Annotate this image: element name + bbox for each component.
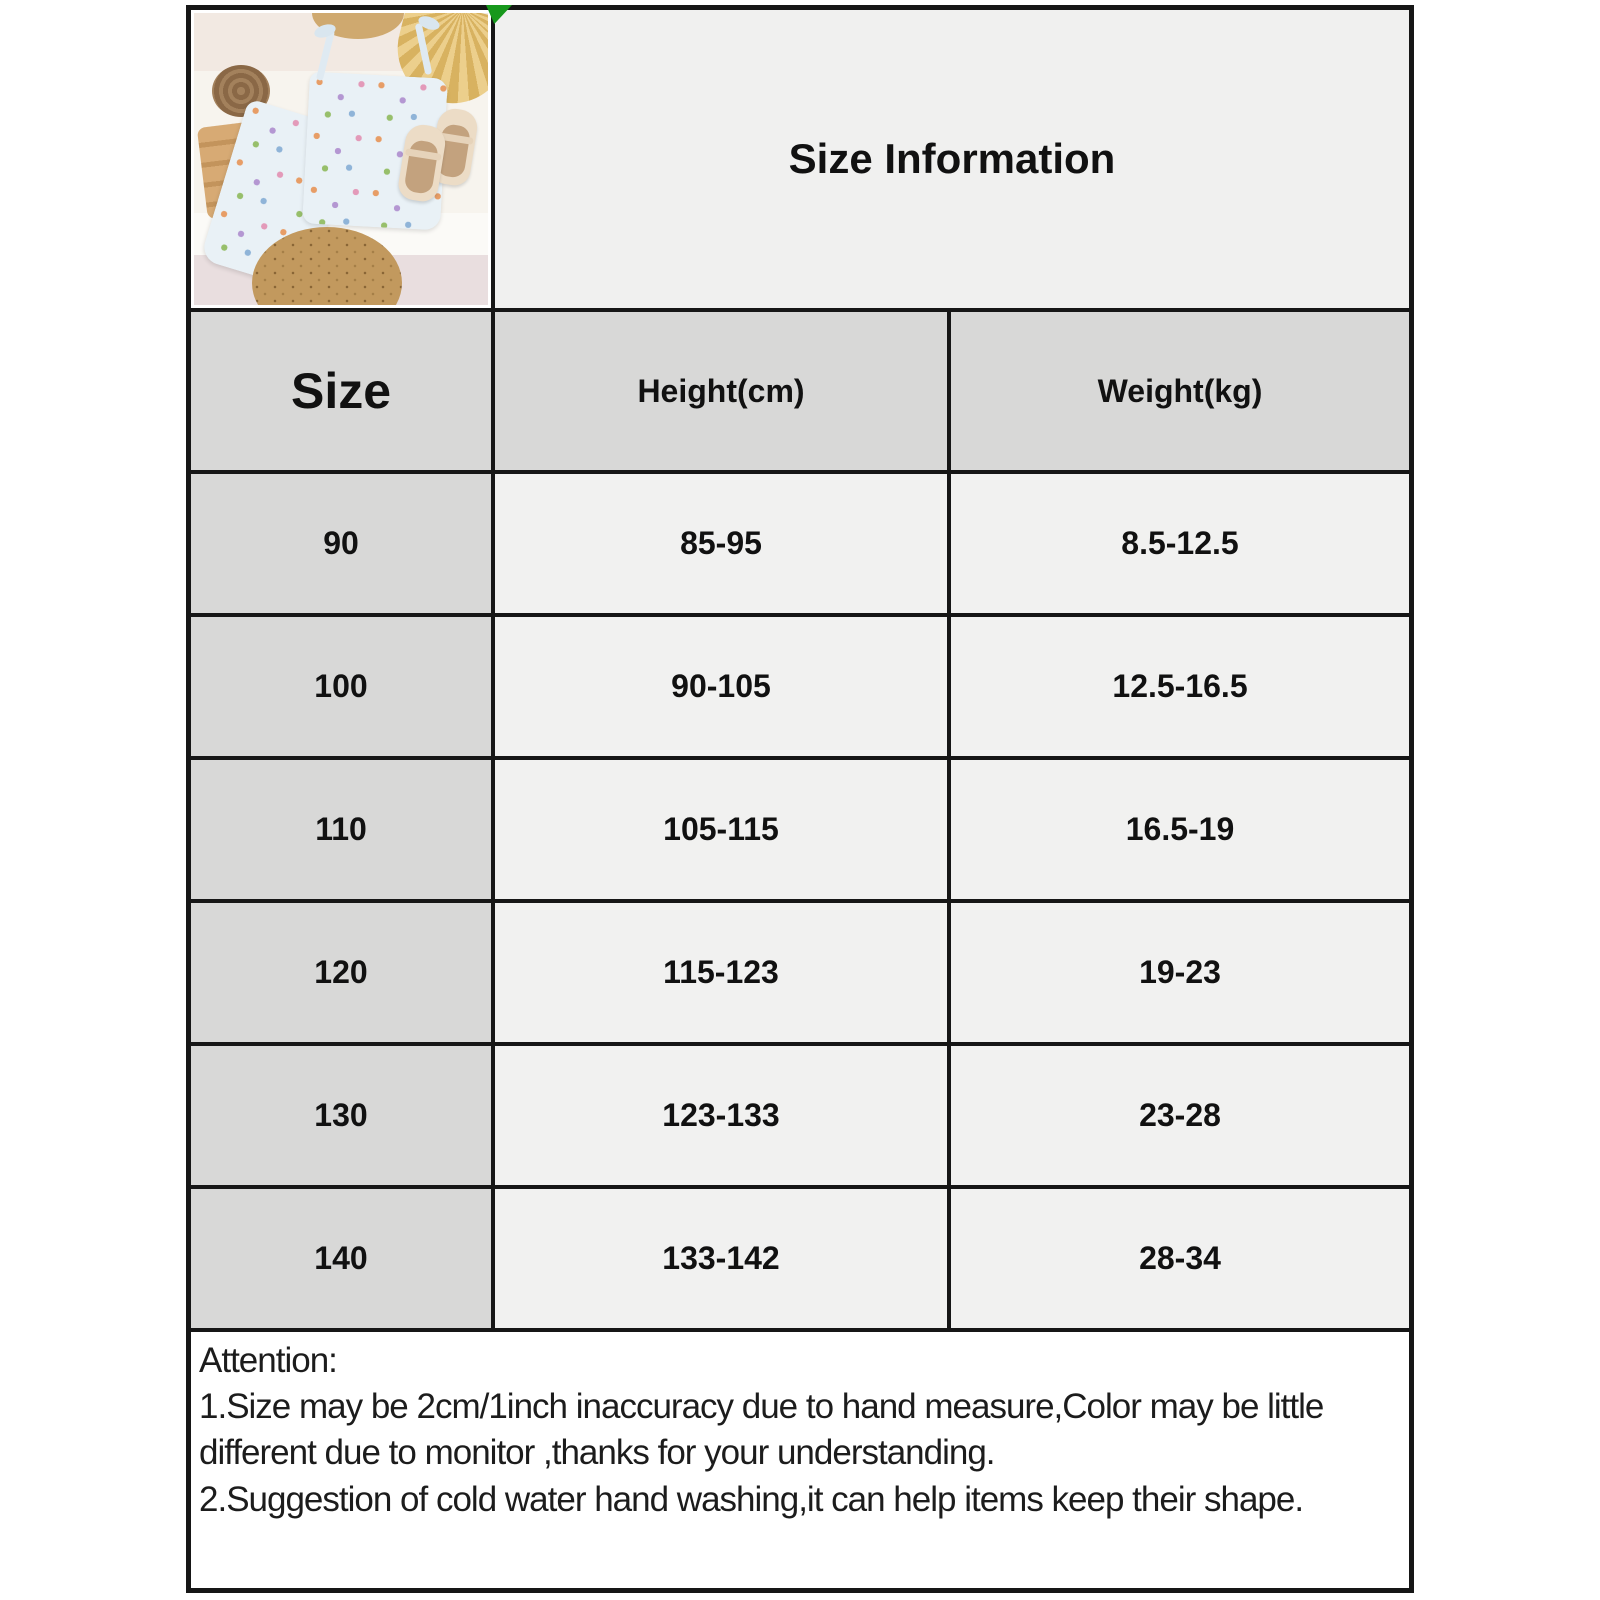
height-cell: 123-133 xyxy=(495,1046,951,1185)
size-cell: 140 xyxy=(191,1189,495,1328)
size-cell: 110 xyxy=(191,760,495,899)
attention-line-2: 2.Suggestion of cold water hand washing,it can help items keep their shape. xyxy=(199,1479,1304,1519)
attention-line-1: 1.Size may be 2cm/1inch inaccuracy due to hand measure,Color may be little different due to monitor ,thanks for your understanding. xyxy=(199,1387,1324,1473)
title-cell xyxy=(495,10,1409,308)
table-header-row xyxy=(191,312,1409,474)
top-row xyxy=(191,10,1409,312)
height-cell: 85-95 xyxy=(495,474,951,613)
table-row xyxy=(191,1189,1409,1332)
table-row xyxy=(191,760,1409,903)
height-cell: 115-123 xyxy=(495,903,951,1042)
table-row xyxy=(191,903,1409,1046)
shoe-insole-icon xyxy=(403,139,439,195)
weight-cell: 16.5-19 xyxy=(951,760,1409,899)
size-cell: 120 xyxy=(191,903,495,1042)
height-cell: 90-105 xyxy=(495,617,951,756)
table-row xyxy=(191,617,1409,760)
height-cell: 105-115 xyxy=(495,760,951,899)
size-cell: 90 xyxy=(191,474,495,613)
weight-cell: 12.5-16.5 xyxy=(951,617,1409,756)
weight-cell: 23-28 xyxy=(951,1046,1409,1185)
table-row xyxy=(191,474,1409,617)
weight-cell: 28-34 xyxy=(951,1189,1409,1328)
page-title: Size Information xyxy=(788,135,1116,182)
weight-cell: 8.5-12.5 xyxy=(951,474,1409,613)
attention-heading: Attention: xyxy=(199,1341,337,1380)
product-photo xyxy=(194,13,488,305)
size-chart-sheet xyxy=(186,5,1414,1593)
weight-cell: 19-23 xyxy=(951,903,1409,1042)
attention-note xyxy=(191,1332,1409,1588)
height-cell: 133-142 xyxy=(495,1189,951,1328)
column-header-size: Size xyxy=(191,312,495,470)
product-photo-cell xyxy=(191,10,495,308)
column-header-height: Height(cm) xyxy=(495,312,951,470)
column-header-weight: Weight(kg) xyxy=(951,312,1409,470)
size-cell: 100 xyxy=(191,617,495,756)
table-row xyxy=(191,1046,1409,1189)
size-cell: 130 xyxy=(191,1046,495,1185)
